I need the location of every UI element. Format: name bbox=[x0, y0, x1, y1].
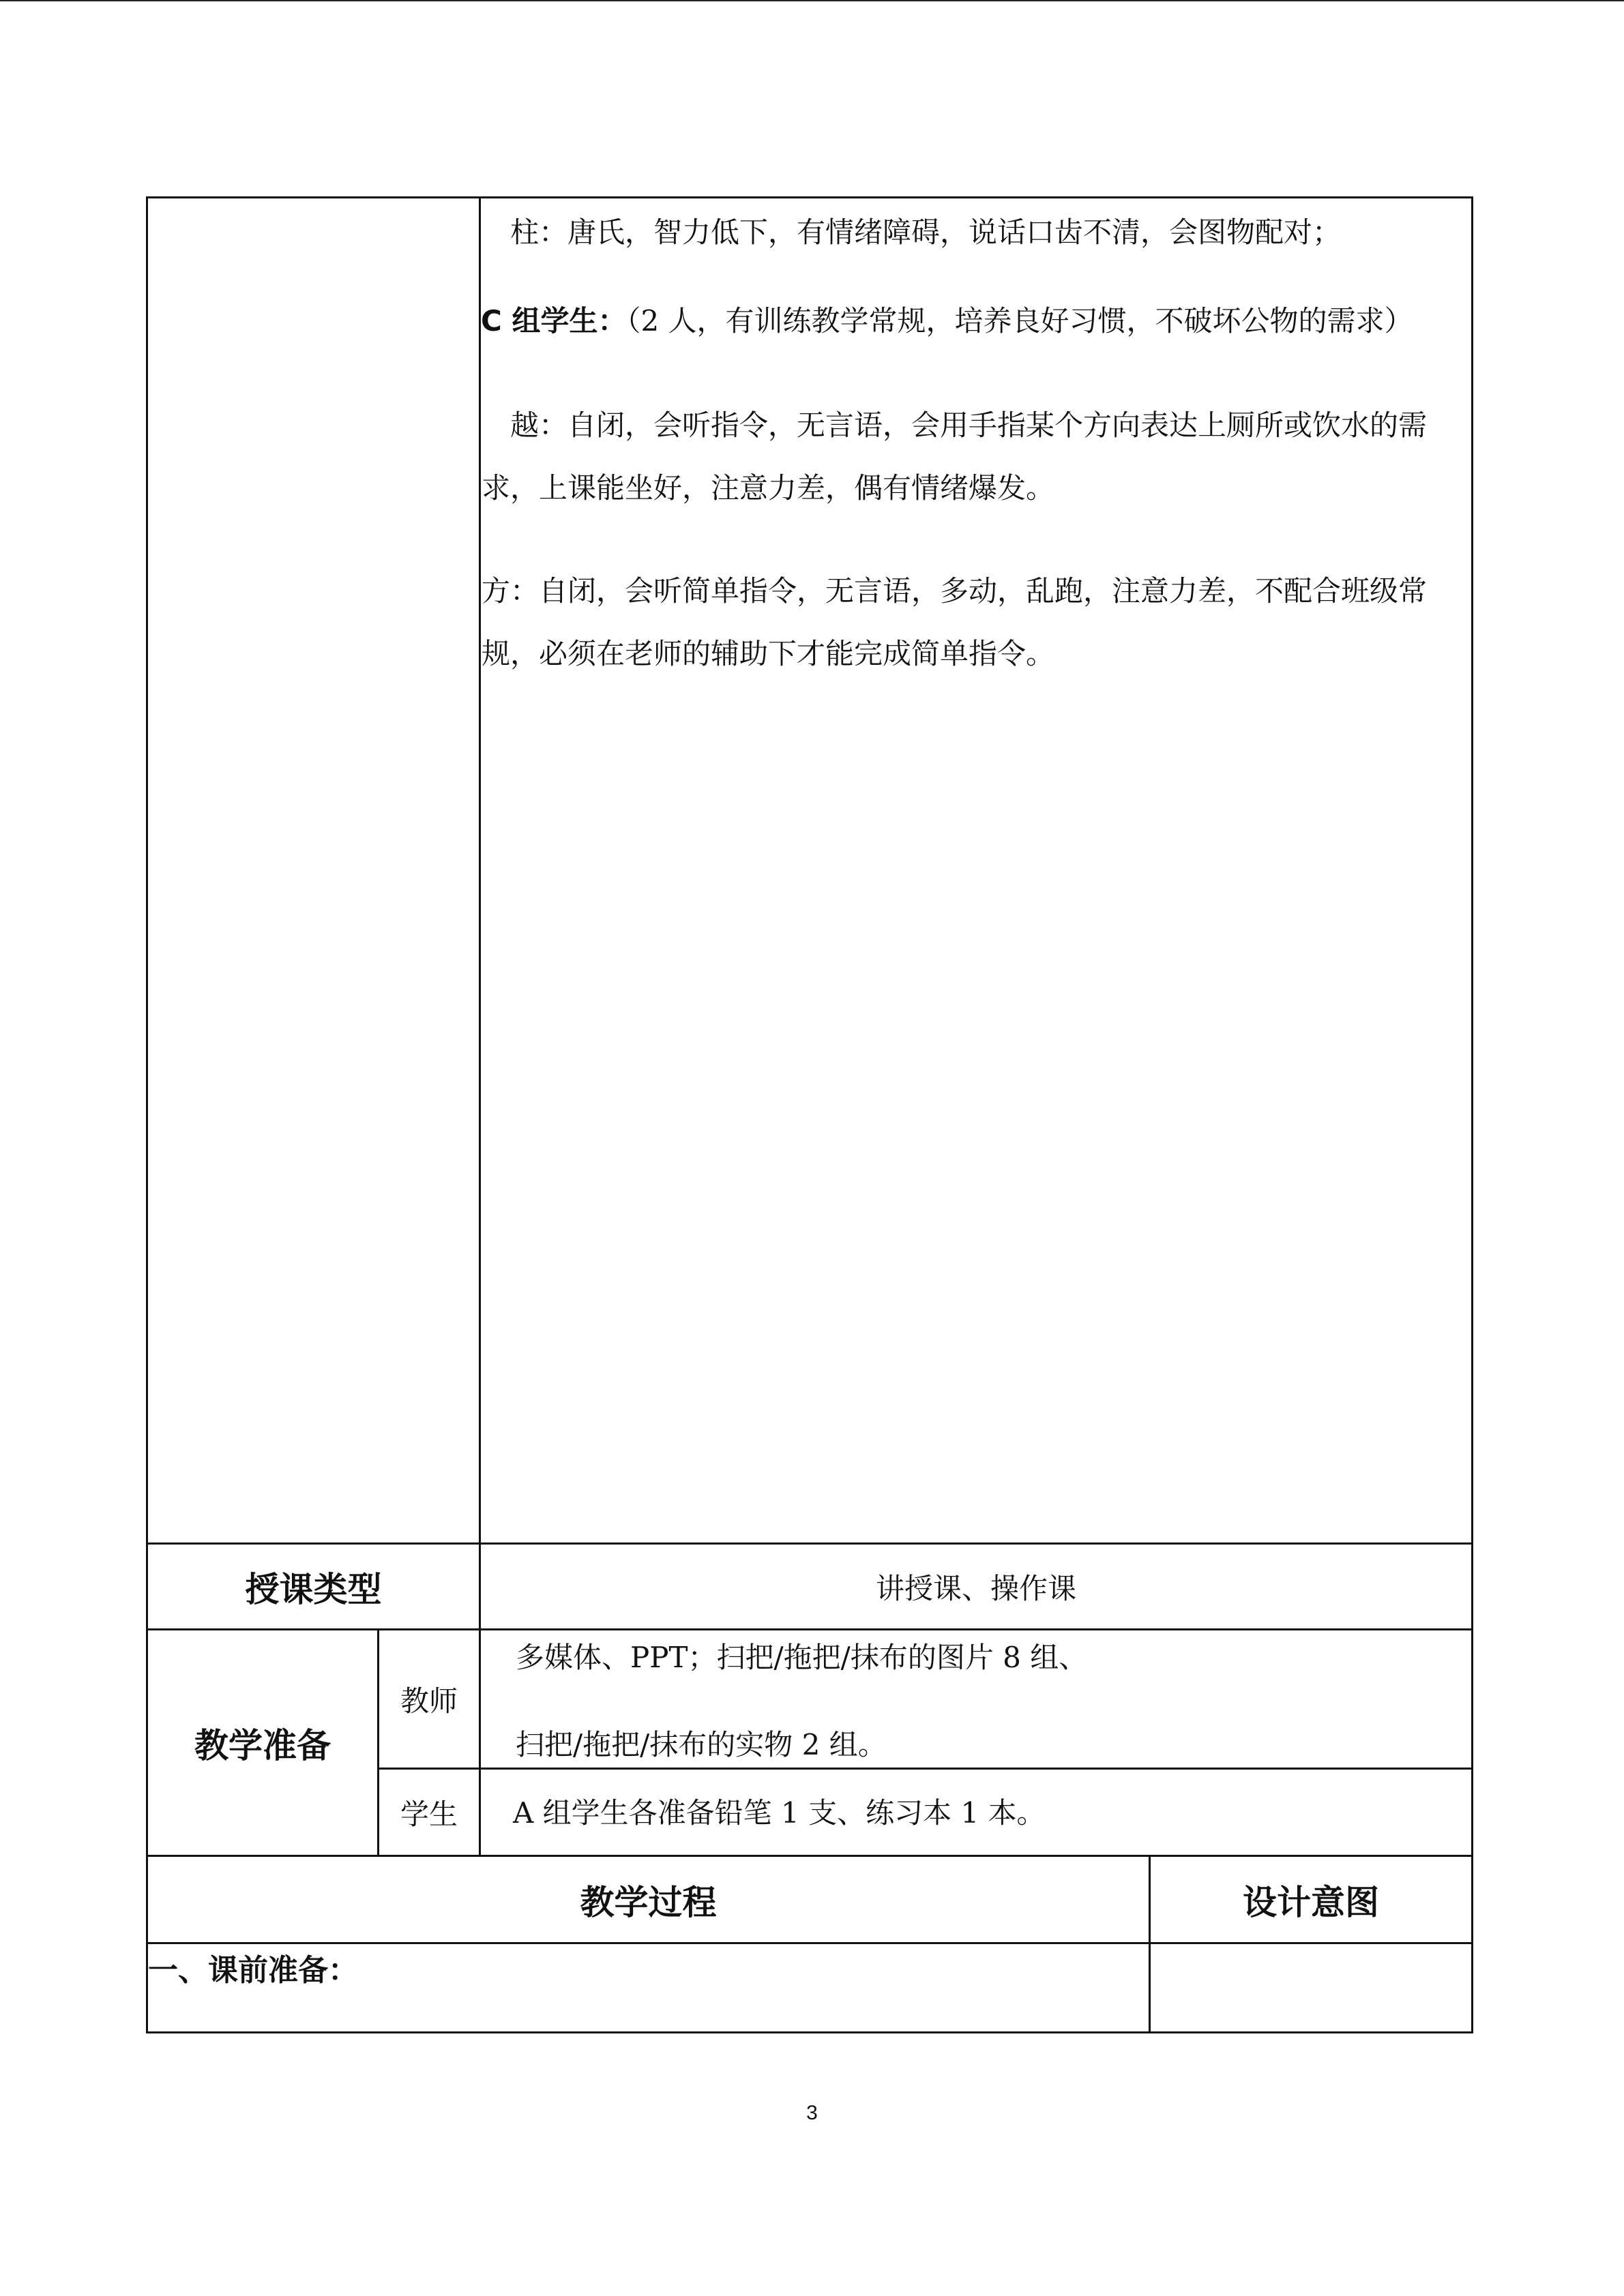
student-note-yue-line2: 求，上课能坐好，注意力差，偶有情绪爆发。 bbox=[482, 471, 1055, 505]
student-prep-value: A 组学生各准备铅笔 1 支、练习本 1 本。 bbox=[513, 1796, 1046, 1830]
process-header: 教学过程 bbox=[580, 1882, 717, 1922]
intent-header: 设计意图 bbox=[1243, 1882, 1379, 1922]
intent-header-cell bbox=[1151, 1857, 1471, 1942]
student-note-fang-line2: 规，必须在老师的辅助下才能完成简单指令。 bbox=[482, 637, 1055, 670]
student-label: 学生 bbox=[400, 1797, 458, 1831]
lesson-type-label-cell bbox=[148, 1545, 479, 1628]
group-c-desc: （2 人，有训练教学常规，培养良好习惯，不破坏公物的需求） bbox=[626, 304, 1413, 338]
student-label-cell bbox=[379, 1770, 479, 1855]
page-number: 3 bbox=[806, 2102, 818, 2124]
student-note-zhu: 柱：唐氏，智力低下，有情绪障碍，说话口齿不清，会图物配对； bbox=[510, 215, 1342, 249]
lesson-type-value-cell bbox=[481, 1545, 1471, 1628]
table-divider bbox=[146, 1942, 1473, 1944]
student-note-fang-line1: 方：自闭，会听简单指令，无言语，多动，乱跑，注意力差，不配合班级常 bbox=[482, 574, 1428, 608]
page-edge bbox=[0, 0, 1624, 1]
process-header-cell bbox=[148, 1857, 1149, 1942]
table-divider bbox=[377, 1768, 1473, 1770]
student-note-yue-line1: 越：自闭，会听指令，无言语，会用手指某个方向表达上厕所或饮水的需 bbox=[510, 408, 1428, 442]
teaching-prep-label: 教学准备 bbox=[194, 1725, 331, 1765]
lesson-type-value: 讲授课、操作课 bbox=[875, 1571, 1076, 1605]
group-c-line bbox=[481, 304, 1413, 338]
teacher-prep-line1: 多媒体、PPT；扫把/拖把/抹布的图片 8 组、 bbox=[516, 1641, 1088, 1674]
teaching-prep-label-cell bbox=[148, 1630, 377, 1855]
lesson-type-label: 授课类型 bbox=[245, 1569, 382, 1609]
teacher-label: 教师 bbox=[400, 1684, 458, 1718]
process-step-1: 一、课前准备： bbox=[148, 1953, 358, 1988]
teacher-prep-line2: 扫把/拖把/抹布的实物 2 组。 bbox=[516, 1728, 887, 1761]
teacher-label-cell bbox=[379, 1630, 479, 1768]
group-c-label: C 组学生： bbox=[481, 304, 627, 338]
